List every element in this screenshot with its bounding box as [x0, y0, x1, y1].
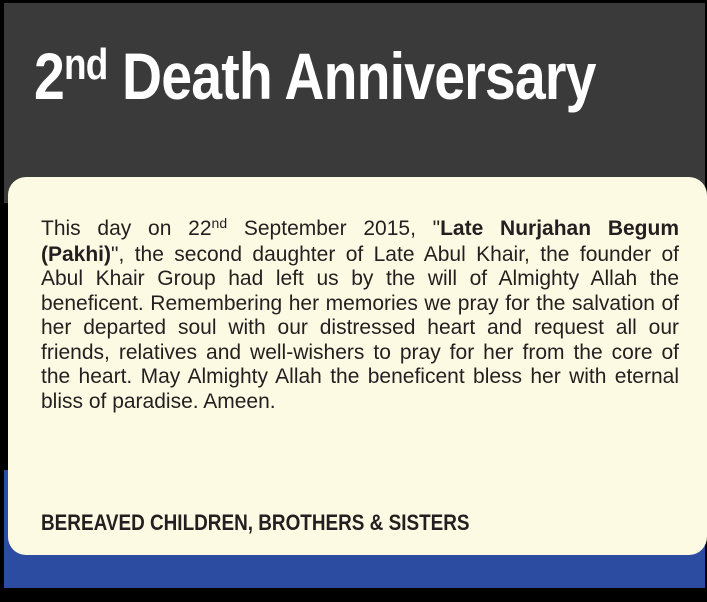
title-ordinal-suffix: nd	[64, 40, 108, 89]
message-date-suffix: nd	[211, 215, 228, 231]
deceased-name: Late Nurjahan Begum (Pakhi)	[41, 217, 679, 266]
message-date-rest: September 2015, "	[227, 217, 441, 240]
message-intro: This day on 22	[41, 217, 212, 240]
message-rest: ", the second daughter of Late Abul Khair, the founder of Abul Khair Group had left us by the will of Almighty Allah the beneficent. Remembering her memories we pray for the salvation of her departed soul with our distressed heart and request all our friends, relatives and well-wishers to pray for her from the core of the heart. May Almighty Allah the beneficent bless her with eternal bliss of paradise. Ameen.	[41, 242, 679, 413]
signature-line: BEREAVED CHILDREN, BROTHERS & SISTERS	[41, 510, 470, 535]
title-ordinal-number: 2	[34, 39, 65, 113]
page-title	[34, 36, 596, 125]
message-body	[41, 217, 679, 414]
title-text: Death Anniversary	[107, 39, 596, 113]
